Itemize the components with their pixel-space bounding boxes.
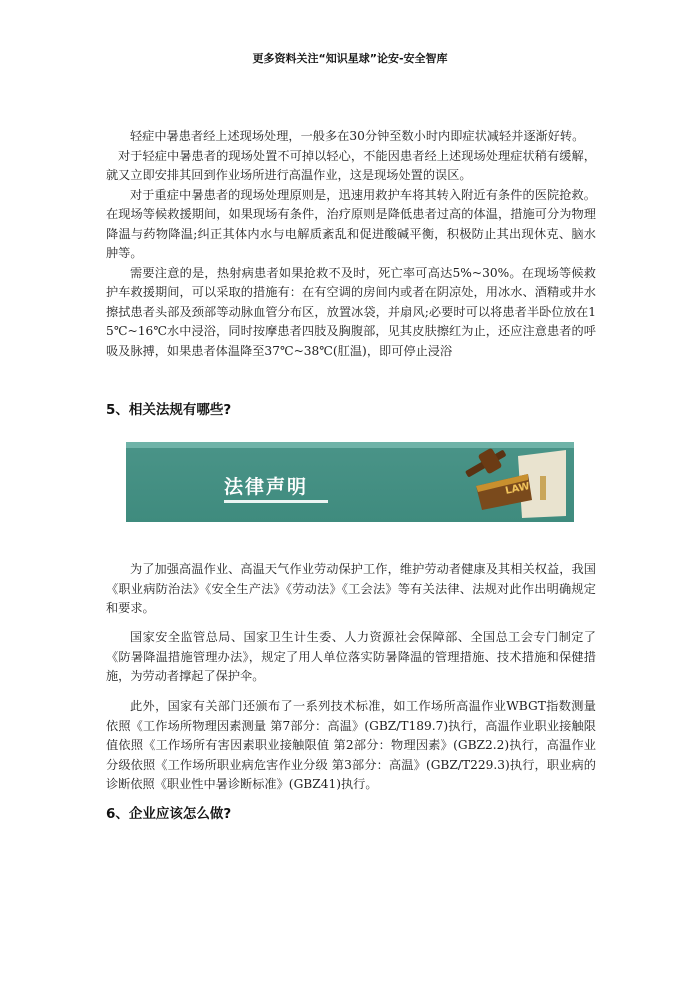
paragraph-measures: 国家安全监管总局、国家卫生计生委、人力资源社会保障部、全国总工会专门制定了《防暑降温措施管理办法》，规定了用人单位落实防暑降温的管理措施、技术措施和保健措施，为劳动者撑起了保护伞。 (106, 630, 596, 683)
paragraph-heatstroke-measures: 需要注意的是，热射病患者如果抢救不及时，死亡率可高达5%~30%。在现场等候救护车救援期间，可以采取的措施有：在有空调的房间内或者在阴凉处，用冰水、酒精或井水擦拭患者头部及颈部等动脉血管分布区，放置冰袋，并扇风;必要时可以将患者半卧位放在15℃~16℃水中浸浴，同时按摩患者四肢及胸腹部，见其皮肤擦红为止，还应注意患者的呼吸及脉搏，如果患者体温降至37℃~38℃(肛温)，即可停止浸浴 (106, 265, 596, 358)
paragraph-laws: 为了加强高温作业、高温天气作业劳动保护工作，维护劳动者健康及其相关权益，我国《职业病防治法》《安全生产法》《劳动法》《工会法》等有关法律、法规对此作出明确规定和要求。 (106, 562, 596, 615)
regulations-measures (106, 628, 596, 687)
regulations-standards (106, 697, 596, 795)
law-gavel-book-icon (456, 446, 568, 520)
page-header: 更多资料关注“知识星球”论安-安全智库 (252, 52, 448, 65)
intro-block (106, 127, 596, 361)
pen-body (540, 476, 546, 500)
paragraph-mild-recovery: 轻症中暑患者经上述现场处理，一般多在30分钟至数小时内即症状减轻并逐渐好转。 (130, 129, 585, 143)
regulations-intro (106, 560, 596, 619)
legal-notice-banner (126, 442, 574, 522)
paragraph-mild-caution: 对于轻症中暑患者的现场处置不可掉以轻心，不能因患者经上述现场处理症状稍有缓解，就又立即安排其回到作业场所进行高温作业，这是现场处置的误区。 (106, 148, 596, 182)
banner-title: 法律声明 (224, 476, 309, 498)
gavel-head (478, 447, 503, 474)
section-title-regulations: 5、相关法规有哪些? (106, 402, 232, 418)
section-title-enterprise: 6、企业应该怎么做? (106, 806, 232, 822)
law-book-label: LAW (504, 481, 531, 497)
paragraph-standards: 此外，国家有关部门还颁布了一系列技术标准，如工作场所高温作业WBGT指数测量依照《工作场所物理因素测量 第7部分：高温》(GBZ/T189.7)执行，高温作业职业接触限值依照《工作场所有害因素职业接触限值 第2部分：物理因素》(GBZ2.2)执行，高温作业分级依照《工作场所职业病危害作业分级 第3部分：高温》(GBZ/T229.3)执行，职业病的诊断依照《职业性中暑诊断标准》(GBZ41)执行。 (106, 699, 596, 791)
paragraph-severe-principle: 对于重症中暑患者的现场处理原则是，迅速用救护车将其转入附近有条件的医院抢救。在现场等候救援期间，如果现场有条件，治疗原则是降低患者过高的体温，措施可分为物理降温与药物降温;纠正其体内水与电解质紊乱和促进酸碱平衡，积极防止其出现休克、脑水肿等。 (106, 187, 596, 260)
banner-underline (224, 500, 328, 503)
